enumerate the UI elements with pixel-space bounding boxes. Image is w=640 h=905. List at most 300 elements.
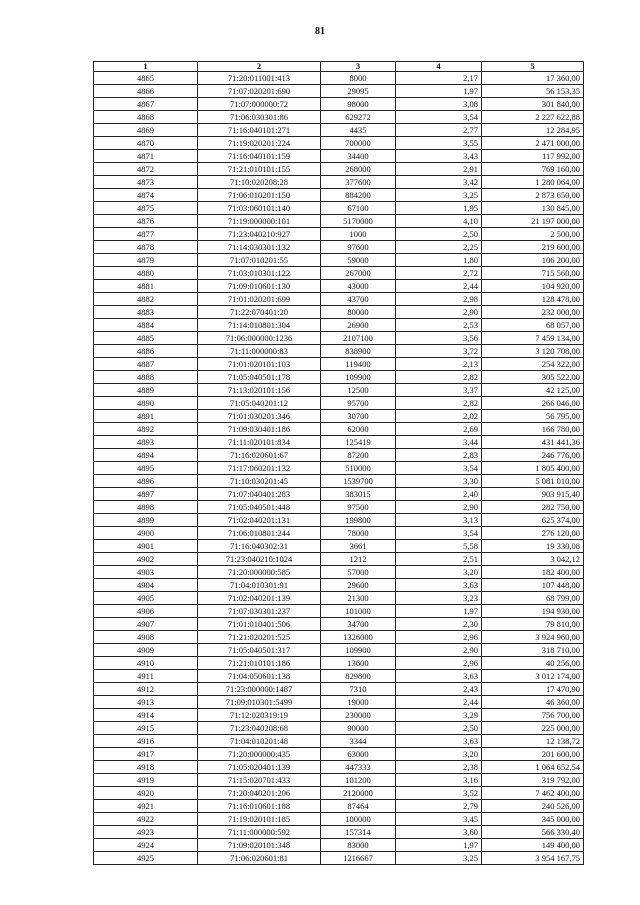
- cadastral-number-cell: 71:01:020201:699: [198, 293, 321, 306]
- value-cell: 254 322,00: [482, 358, 584, 371]
- area-cell: 101200: [321, 774, 396, 787]
- table-row: [94, 241, 584, 254]
- value-cell: 194 930,00: [482, 605, 584, 618]
- rate-cell: 2,90: [396, 501, 482, 514]
- table-row: [94, 592, 584, 605]
- area-cell: 3661: [321, 540, 396, 553]
- row-number-cell: 4874: [94, 189, 198, 202]
- value-cell: 625 374,00: [482, 514, 584, 527]
- area-cell: 199800: [321, 514, 396, 527]
- rate-cell: 3,25: [396, 189, 482, 202]
- area-cell: 43700: [321, 293, 396, 306]
- area-cell: 59000: [321, 254, 396, 267]
- cadastral-number-cell: 71:14:030301:132: [198, 241, 321, 254]
- rate-cell: 3,30: [396, 475, 482, 488]
- table-row: [94, 397, 584, 410]
- value-cell: 56 795,00: [482, 410, 584, 423]
- area-cell: 26900: [321, 319, 396, 332]
- row-number-cell: 4891: [94, 410, 198, 423]
- area-cell: 377600: [321, 176, 396, 189]
- table-row: [94, 436, 584, 449]
- value-cell: 79 810,00: [482, 618, 584, 631]
- value-cell: 219 600,00: [482, 241, 584, 254]
- page-number: 81: [315, 26, 325, 37]
- value-cell: 7 462 400,00: [482, 787, 584, 800]
- area-cell: 268000: [321, 163, 396, 176]
- table-row: [94, 761, 584, 774]
- value-cell: 756 700,00: [482, 709, 584, 722]
- table-row: [94, 124, 584, 137]
- area-cell: 12500: [321, 384, 396, 397]
- value-cell: 40 256,00: [482, 657, 584, 670]
- area-cell: 7310: [321, 683, 396, 696]
- row-number-cell: 4880: [94, 267, 198, 280]
- rate-cell: 2,13: [396, 358, 482, 371]
- table-row: [94, 527, 584, 540]
- rate-cell: 2,90: [396, 306, 482, 319]
- area-cell: 80000: [321, 306, 396, 319]
- value-cell: 3 924 960,00: [482, 631, 584, 644]
- column-header-2: 2: [198, 62, 321, 72]
- cadastral-number-cell: 71:09:010301:5499: [198, 696, 321, 709]
- rate-cell: 3,43: [396, 150, 482, 163]
- value-cell: 305 522,00: [482, 371, 584, 384]
- row-number-cell: 4888: [94, 371, 198, 384]
- table-row: [94, 358, 584, 371]
- rate-cell: 2,50: [396, 722, 482, 735]
- value-cell: 3 042,12: [482, 553, 584, 566]
- cadastral-number-cell: 71:06:000000:1236: [198, 332, 321, 345]
- table-row: [94, 488, 584, 501]
- area-cell: 1326000: [321, 631, 396, 644]
- table-row: [94, 605, 584, 618]
- cadastral-number-cell: 71:07:040401:283: [198, 488, 321, 501]
- rate-cell: 3,56: [396, 332, 482, 345]
- rate-cell: 3,54: [396, 111, 482, 124]
- cadastral-number-cell: 71:06:010201:150: [198, 189, 321, 202]
- value-cell: 107 448,00: [482, 579, 584, 592]
- table-row: [94, 501, 584, 514]
- row-number-cell: 4898: [94, 501, 198, 514]
- table-row: [94, 384, 584, 397]
- row-number-cell: 4913: [94, 696, 198, 709]
- column-header-3: 3: [321, 62, 396, 72]
- table-row: [94, 332, 584, 345]
- row-number-cell: 4886: [94, 345, 198, 358]
- area-cell: 267000: [321, 267, 396, 280]
- row-number-cell: 4904: [94, 579, 198, 592]
- row-number-cell: 4899: [94, 514, 198, 527]
- cadastral-number-cell: 71:10:030201:45: [198, 475, 321, 488]
- row-number-cell: 4903: [94, 566, 198, 579]
- value-cell: 276 120,00: [482, 527, 584, 540]
- table-row: [94, 202, 584, 215]
- cadastral-number-cell: 71:07:030301:237: [198, 605, 321, 618]
- value-cell: 431 441,36: [482, 436, 584, 449]
- table-row: [94, 267, 584, 280]
- cadastral-number-cell: 71:16:040101:159: [198, 150, 321, 163]
- area-cell: 3344: [321, 735, 396, 748]
- row-number-cell: 4909: [94, 644, 198, 657]
- row-number-cell: 4881: [94, 280, 198, 293]
- value-cell: 2 500,00: [482, 228, 584, 241]
- row-number-cell: 4900: [94, 527, 198, 540]
- value-cell: 1 280 064,00: [482, 176, 584, 189]
- table-row: [94, 748, 584, 761]
- row-number-cell: 4920: [94, 787, 198, 800]
- row-number-cell: 4866: [94, 85, 198, 98]
- row-number-cell: 4873: [94, 176, 198, 189]
- table-row: [94, 839, 584, 852]
- area-cell: 629272: [321, 111, 396, 124]
- area-cell: 109900: [321, 644, 396, 657]
- value-cell: 46 360,00: [482, 696, 584, 709]
- row-number-cell: 4879: [94, 254, 198, 267]
- area-cell: 34700: [321, 618, 396, 631]
- column-header-4: 4: [396, 62, 482, 72]
- rate-cell: 2,30: [396, 618, 482, 631]
- value-cell: 246 776,00: [482, 449, 584, 462]
- rate-cell: 2,72: [396, 267, 482, 280]
- rate-cell: 1,80: [396, 254, 482, 267]
- table-row: [94, 774, 584, 787]
- table-row: [94, 137, 584, 150]
- table-row: [94, 410, 584, 423]
- value-cell: 345 000,00: [482, 813, 584, 826]
- area-cell: 4435: [321, 124, 396, 137]
- cadastral-number-cell: 71:16:010601:188: [198, 800, 321, 813]
- table-row: [94, 852, 584, 865]
- table-row: [94, 371, 584, 384]
- area-cell: 700000: [321, 137, 396, 150]
- rate-cell: 3,54: [396, 462, 482, 475]
- area-cell: 119400: [321, 358, 396, 371]
- cadastral-number-cell: 71:10:020208:28: [198, 176, 321, 189]
- area-cell: 829800: [321, 670, 396, 683]
- cadastral-number-cell: 71:05:040501:178: [198, 371, 321, 384]
- table-row: [94, 514, 584, 527]
- table-row: [94, 306, 584, 319]
- row-number-cell: 4922: [94, 813, 198, 826]
- row-number-cell: 4877: [94, 228, 198, 241]
- area-cell: 8000: [321, 72, 396, 85]
- rate-cell: 3,16: [396, 774, 482, 787]
- column-header-1: 1: [94, 62, 198, 72]
- rate-cell: 2,44: [396, 280, 482, 293]
- rate-cell: 2,17: [396, 72, 482, 85]
- row-number-cell: 4917: [94, 748, 198, 761]
- value-cell: 104 920,00: [482, 280, 584, 293]
- row-number-cell: 4925: [94, 852, 198, 865]
- value-cell: 2 471 000,00: [482, 137, 584, 150]
- row-number-cell: 4876: [94, 215, 198, 228]
- table-row: [94, 150, 584, 163]
- area-cell: 83000: [321, 839, 396, 852]
- table-row: [94, 683, 584, 696]
- rate-cell: 1,97: [396, 839, 482, 852]
- area-cell: 230000: [321, 709, 396, 722]
- cadastral-number-cell: 71:05:040501:317: [198, 644, 321, 657]
- cadastral-number-cell: 71:05:040501:448: [198, 501, 321, 514]
- cadastral-number-cell: 71:19:020201:224: [198, 137, 321, 150]
- row-number-cell: 4907: [94, 618, 198, 631]
- table-row: [94, 670, 584, 683]
- row-number-cell: 4912: [94, 683, 198, 696]
- table-row: [94, 826, 584, 839]
- row-number-cell: 4878: [94, 241, 198, 254]
- header-row: [94, 62, 584, 72]
- area-cell: 1539700: [321, 475, 396, 488]
- area-cell: 21300: [321, 592, 396, 605]
- cadastral-number-cell: 71:16:040302:31: [198, 540, 321, 553]
- rate-cell: 3,29: [396, 709, 482, 722]
- rate-cell: 3,45: [396, 813, 482, 826]
- cadastral-number-cell: 71:20:000000:435: [198, 748, 321, 761]
- table-row: [94, 85, 584, 98]
- area-cell: 157314: [321, 826, 396, 839]
- row-number-cell: 4869: [94, 124, 198, 137]
- row-number-cell: 4893: [94, 436, 198, 449]
- cadastral-number-cell: 71:02:040201:139: [198, 592, 321, 605]
- area-cell: 78000: [321, 527, 396, 540]
- table-row: [94, 800, 584, 813]
- cadastral-number-cell: 71:09:010601:130: [198, 280, 321, 293]
- cadastral-number-cell: 71:05:020401:139: [198, 761, 321, 774]
- value-cell: 318 710,00: [482, 644, 584, 657]
- area-cell: 1216667: [321, 852, 396, 865]
- table-row: [94, 98, 584, 111]
- value-cell: 106 200,00: [482, 254, 584, 267]
- table-row: [94, 215, 584, 228]
- rate-cell: 2,50: [396, 228, 482, 241]
- row-number-cell: 4883: [94, 306, 198, 319]
- table-row: [94, 566, 584, 579]
- table-row: [94, 579, 584, 592]
- cadastral-number-cell: 71:23:040208:68: [198, 722, 321, 735]
- cadastral-number-cell: 71:11:000000:83: [198, 345, 321, 358]
- area-cell: 1000: [321, 228, 396, 241]
- area-cell: 30700: [321, 410, 396, 423]
- cadastral-number-cell: 71:07:000000:72: [198, 98, 321, 111]
- rate-cell: 3,42: [396, 176, 482, 189]
- area-cell: 100000: [321, 813, 396, 826]
- area-cell: 97500: [321, 501, 396, 514]
- rate-cell: 3,44: [396, 436, 482, 449]
- cadastral-number-cell: 71:16:020601:67: [198, 449, 321, 462]
- cadastral-number-cell: 71:21:010101:186: [198, 657, 321, 670]
- rate-cell: 2,51: [396, 553, 482, 566]
- row-number-cell: 4871: [94, 150, 198, 163]
- row-number-cell: 4923: [94, 826, 198, 839]
- row-number-cell: 4872: [94, 163, 198, 176]
- cadastral-number-cell: 71:21:010101:155: [198, 163, 321, 176]
- cadastral-number-cell: 71:06:030301:86: [198, 111, 321, 124]
- area-cell: 98000: [321, 98, 396, 111]
- value-cell: 715 560,00: [482, 267, 584, 280]
- table-row: [94, 618, 584, 631]
- table-row: [94, 540, 584, 553]
- cadastral-number-cell: 71:04:010301:91: [198, 579, 321, 592]
- cadastral-number-cell: 71:01:020101:103: [198, 358, 321, 371]
- table-row: [94, 72, 584, 85]
- row-number-cell: 4870: [94, 137, 198, 150]
- rate-cell: 2,69: [396, 423, 482, 436]
- row-number-cell: 4867: [94, 98, 198, 111]
- cadastral-number-cell: 71:19:020101:185: [198, 813, 321, 826]
- table-row: [94, 163, 584, 176]
- row-number-cell: 4902: [94, 553, 198, 566]
- rate-cell: 3,25: [396, 852, 482, 865]
- rate-cell: 2,82: [396, 397, 482, 410]
- row-number-cell: 4890: [94, 397, 198, 410]
- area-cell: 383015: [321, 488, 396, 501]
- table-row: [94, 254, 584, 267]
- cadastral-number-cell: 71:13:020101:156: [198, 384, 321, 397]
- row-number-cell: 4875: [94, 202, 198, 215]
- row-number-cell: 4915: [94, 722, 198, 735]
- rate-cell: 2,02: [396, 410, 482, 423]
- cadastral-number-cell: 71:17:060201:132: [198, 462, 321, 475]
- rate-cell: 2,53: [396, 319, 482, 332]
- value-cell: 225 000,00: [482, 722, 584, 735]
- rate-cell: 3,72: [396, 345, 482, 358]
- area-cell: 13600: [321, 657, 396, 670]
- value-cell: 319 792,00: [482, 774, 584, 787]
- row-number-cell: 4916: [94, 735, 198, 748]
- value-cell: 240 526,00: [482, 800, 584, 813]
- rate-cell: 2,43: [396, 683, 482, 696]
- table-row: [94, 111, 584, 124]
- area-cell: 29600: [321, 579, 396, 592]
- cadastral-number-cell: 71:09:030401:186: [198, 423, 321, 436]
- value-cell: 3 012 174,00: [482, 670, 584, 683]
- area-cell: 5170000: [321, 215, 396, 228]
- row-number-cell: 4901: [94, 540, 198, 553]
- area-cell: 43000: [321, 280, 396, 293]
- area-cell: 87464: [321, 800, 396, 813]
- value-cell: 1 805 400,00: [482, 462, 584, 475]
- table-row: [94, 631, 584, 644]
- cadastral-number-cell: 71:22:070401:20: [198, 306, 321, 319]
- rate-cell: 3,63: [396, 579, 482, 592]
- row-number-cell: 4896: [94, 475, 198, 488]
- row-number-cell: 4914: [94, 709, 198, 722]
- cadastral-number-cell: 71:06:020601:81: [198, 852, 321, 865]
- row-number-cell: 4895: [94, 462, 198, 475]
- area-cell: 62000: [321, 423, 396, 436]
- rate-cell: 3,55: [396, 137, 482, 150]
- row-number-cell: 4887: [94, 358, 198, 371]
- row-number-cell: 4894: [94, 449, 198, 462]
- rate-cell: 3,20: [396, 748, 482, 761]
- cadastral-number-cell: 71:14:010801:304: [198, 319, 321, 332]
- rate-cell: 2,79: [396, 800, 482, 813]
- rate-cell: 3,20: [396, 566, 482, 579]
- rate-cell: 2,91: [396, 163, 482, 176]
- area-cell: 67100: [321, 202, 396, 215]
- table-row: [94, 189, 584, 202]
- row-number-cell: 4865: [94, 72, 198, 85]
- area-cell: 63000: [321, 748, 396, 761]
- cadastral-number-cell: 71:11:020101:834: [198, 436, 321, 449]
- row-number-cell: 4897: [94, 488, 198, 501]
- row-number-cell: 4892: [94, 423, 198, 436]
- rate-cell: 3,52: [396, 787, 482, 800]
- rate-cell: 2,90: [396, 644, 482, 657]
- area-cell: 884200: [321, 189, 396, 202]
- table-row: [94, 319, 584, 332]
- table-row: [94, 553, 584, 566]
- rate-cell: 2,40: [396, 488, 482, 501]
- value-cell: 17 360,00: [482, 72, 584, 85]
- value-cell: 17 470,90: [482, 683, 584, 696]
- table-body: [94, 72, 584, 865]
- rate-cell: 1,95: [396, 202, 482, 215]
- cadastral-number-cell: 71:01:030201:346: [198, 410, 321, 423]
- row-number-cell: 4911: [94, 670, 198, 683]
- cadastral-number-cell: 71:20:000000:585: [198, 566, 321, 579]
- table-row: [94, 176, 584, 189]
- value-cell: 201 600,00: [482, 748, 584, 761]
- value-cell: 266 046,00: [482, 397, 584, 410]
- table-row: [94, 696, 584, 709]
- row-number-cell: 4924: [94, 839, 198, 852]
- row-number-cell: 4919: [94, 774, 198, 787]
- area-cell: 447333: [321, 761, 396, 774]
- value-cell: 2 873 650,00: [482, 189, 584, 202]
- value-cell: 128 478,00: [482, 293, 584, 306]
- table-row: [94, 449, 584, 462]
- cadastral-number-cell: 71:02:040201:131: [198, 514, 321, 527]
- table-row: [94, 423, 584, 436]
- cadastral-number-cell: 71:03:010301:122: [198, 267, 321, 280]
- rate-cell: 2,44: [396, 696, 482, 709]
- rate-cell: 3,37: [396, 384, 482, 397]
- rate-cell: 3,54: [396, 527, 482, 540]
- cadastral-number-cell: 71:09:020101:348: [198, 839, 321, 852]
- table-row: [94, 475, 584, 488]
- row-number-cell: 4868: [94, 111, 198, 124]
- cadastral-number-cell: 71:04:010201:48: [198, 735, 321, 748]
- rate-cell: 2,83: [396, 449, 482, 462]
- cadastral-number-cell: 71:16:040101:271: [198, 124, 321, 137]
- area-cell: 109900: [321, 371, 396, 384]
- table-row: [94, 345, 584, 358]
- rate-cell: 3,63: [396, 670, 482, 683]
- value-cell: 903 915,40: [482, 488, 584, 501]
- area-cell: 1212: [321, 553, 396, 566]
- cadastral-number-cell: 71:04:050601:138: [198, 670, 321, 683]
- cadastral-number-cell: 71:23:000000:1487: [198, 683, 321, 696]
- cadastral-number-cell: 71:03:060101:140: [198, 202, 321, 215]
- cadastral-number-cell: 71:21:020201:525: [198, 631, 321, 644]
- area-cell: 838900: [321, 345, 396, 358]
- value-cell: 56 153,35: [482, 85, 584, 98]
- area-cell: 19000: [321, 696, 396, 709]
- value-cell: 19 330,08: [482, 540, 584, 553]
- area-cell: 97600: [321, 241, 396, 254]
- area-cell: 2107100: [321, 332, 396, 345]
- value-cell: 42 125,00: [482, 384, 584, 397]
- value-cell: 12 284,95: [482, 124, 584, 137]
- rate-cell: 1,97: [396, 85, 482, 98]
- table-header: [94, 62, 584, 72]
- row-number-cell: 4885: [94, 332, 198, 345]
- row-number-cell: 4921: [94, 800, 198, 813]
- value-cell: 117 992,00: [482, 150, 584, 163]
- rate-cell: 2,96: [396, 657, 482, 670]
- value-cell: 7 459 134,00: [482, 332, 584, 345]
